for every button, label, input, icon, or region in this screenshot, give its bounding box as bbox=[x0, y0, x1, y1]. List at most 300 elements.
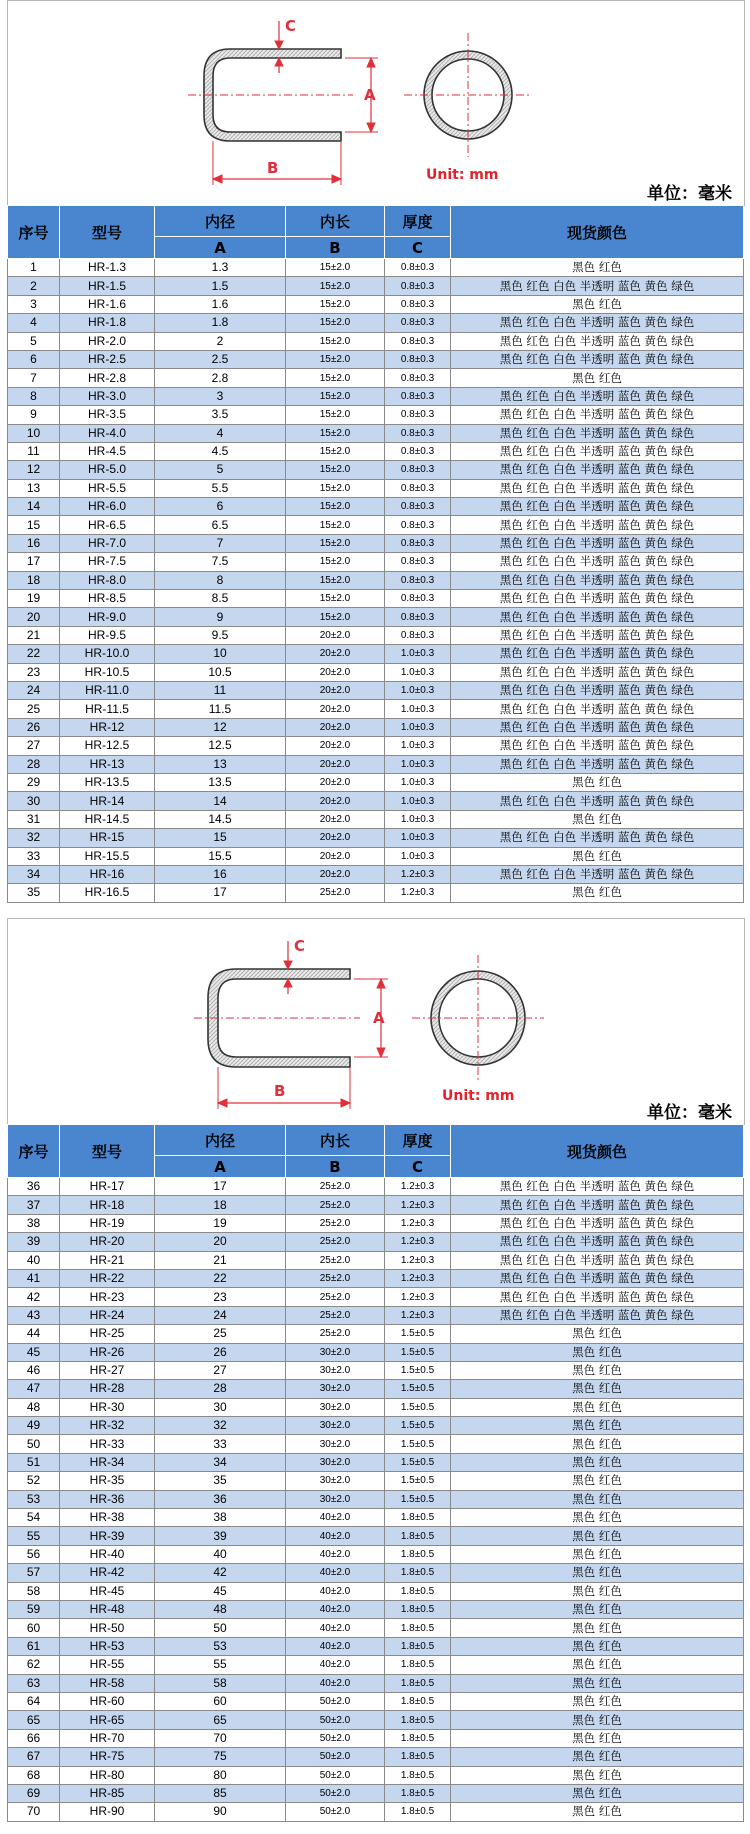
cell-stock-colors: 黑色 红色 bbox=[451, 1619, 744, 1637]
cell-inner-length: 15±2.0 bbox=[286, 461, 385, 479]
header-stock-colors: 现货颜色 bbox=[451, 206, 744, 259]
cell-index: 19 bbox=[8, 590, 60, 608]
cell-inner-diameter: 11.5 bbox=[155, 700, 286, 718]
table-row bbox=[8, 295, 744, 313]
table-row bbox=[8, 1251, 744, 1269]
table-row bbox=[8, 1619, 744, 1637]
cell-inner-diameter: 17 bbox=[155, 884, 286, 902]
cell-stock-colors: 黑色 红色 白色 半透明 蓝色 黄色 绿色 bbox=[451, 608, 744, 626]
table-row bbox=[8, 1435, 744, 1453]
cell-inner-length: 15±2.0 bbox=[286, 553, 385, 571]
dim-a-label: A bbox=[364, 86, 376, 104]
cell-index: 52 bbox=[8, 1472, 60, 1490]
cell-inner-diameter: 75 bbox=[155, 1748, 286, 1766]
table-row bbox=[8, 1269, 744, 1287]
table-1-body bbox=[8, 259, 744, 903]
cell-stock-colors: 黑色 红色 白色 半透明 蓝色 黄色 绿色 bbox=[451, 1288, 744, 1306]
cell-thickness: 0.8±0.3 bbox=[385, 259, 451, 277]
header-inner-diameter: 内径 bbox=[155, 1125, 286, 1156]
table-row bbox=[8, 1233, 744, 1251]
cell-index: 60 bbox=[8, 1619, 60, 1637]
cell-index: 9 bbox=[8, 406, 60, 424]
cell-inner-diameter: 8 bbox=[155, 571, 286, 589]
cell-index: 50 bbox=[8, 1435, 60, 1453]
cell-thickness: 1.8±0.5 bbox=[385, 1545, 451, 1563]
table-row bbox=[8, 1748, 744, 1766]
cell-inner-length: 20±2.0 bbox=[286, 865, 385, 883]
cell-model: HR-9.5 bbox=[60, 626, 155, 644]
cell-index: 6 bbox=[8, 350, 60, 368]
cell-stock-colors: 黑色 红色 白色 半透明 蓝色 黄色 绿色 bbox=[451, 1178, 744, 1196]
cell-inner-length: 20±2.0 bbox=[286, 829, 385, 847]
diagram-panel-2 bbox=[7, 918, 745, 1125]
header-thickness: 厚度 bbox=[385, 1125, 451, 1156]
cell-inner-diameter: 21 bbox=[155, 1251, 286, 1269]
cell-thickness: 1.0±0.3 bbox=[385, 718, 451, 736]
spec-table-1 bbox=[7, 205, 744, 903]
cell-inner-length: 30±2.0 bbox=[286, 1398, 385, 1416]
cell-model: HR-42 bbox=[60, 1564, 155, 1582]
cell-index: 43 bbox=[8, 1306, 60, 1324]
cell-stock-colors: 黑色 红色 白色 半透明 蓝色 黄色 绿色 bbox=[451, 424, 744, 442]
cell-index: 32 bbox=[8, 829, 60, 847]
cell-inner-diameter: 7.5 bbox=[155, 553, 286, 571]
cell-inner-diameter: 30 bbox=[155, 1398, 286, 1416]
header-index: 序号 bbox=[8, 1125, 60, 1178]
cell-inner-diameter: 60 bbox=[155, 1692, 286, 1710]
cell-inner-length: 20±2.0 bbox=[286, 792, 385, 810]
cell-stock-colors: 黑色 红色 白色 半透明 蓝色 黄色 绿色 bbox=[451, 718, 744, 736]
cell-model: HR-19 bbox=[60, 1214, 155, 1232]
table-row bbox=[8, 424, 744, 442]
cell-inner-diameter: 1.3 bbox=[155, 259, 286, 277]
table-row bbox=[8, 259, 744, 277]
cell-index: 2 bbox=[8, 277, 60, 295]
cell-inner-diameter: 4.5 bbox=[155, 442, 286, 460]
cell-thickness: 0.8±0.3 bbox=[385, 571, 451, 589]
cell-index: 13 bbox=[8, 479, 60, 497]
table-row bbox=[8, 1564, 744, 1582]
cell-index: 11 bbox=[8, 442, 60, 460]
cell-index: 36 bbox=[8, 1178, 60, 1196]
cell-model: HR-40 bbox=[60, 1545, 155, 1563]
cell-model: HR-1.5 bbox=[60, 277, 155, 295]
cell-model: HR-5.0 bbox=[60, 461, 155, 479]
cell-model: HR-12 bbox=[60, 718, 155, 736]
cell-thickness: 1.8±0.5 bbox=[385, 1803, 451, 1821]
table-row bbox=[8, 1527, 744, 1545]
cell-thickness: 1.5±0.5 bbox=[385, 1361, 451, 1379]
dim-c-label: C bbox=[285, 17, 297, 35]
cell-stock-colors: 黑色 红色 bbox=[451, 1803, 744, 1821]
cell-index: 28 bbox=[8, 755, 60, 773]
cell-stock-colors: 黑色 红色 白色 半透明 蓝色 黄色 绿色 bbox=[451, 626, 744, 644]
cell-stock-colors: 黑色 红色 bbox=[451, 1398, 744, 1416]
cell-thickness: 1.0±0.3 bbox=[385, 681, 451, 699]
cell-inner-diameter: 5.5 bbox=[155, 479, 286, 497]
cell-inner-diameter: 2.5 bbox=[155, 350, 286, 368]
cell-model: HR-15.5 bbox=[60, 847, 155, 865]
cell-inner-length: 40±2.0 bbox=[286, 1545, 385, 1563]
cell-thickness: 0.8±0.3 bbox=[385, 424, 451, 442]
table-row bbox=[8, 1637, 744, 1655]
cell-inner-diameter: 6 bbox=[155, 498, 286, 516]
cell-model: HR-15 bbox=[60, 829, 155, 847]
header-c: C bbox=[385, 1156, 451, 1178]
table-row bbox=[8, 1766, 744, 1784]
cell-model: HR-48 bbox=[60, 1600, 155, 1618]
cell-stock-colors: 黑色 红色 白色 半透明 蓝色 黄色 绿色 bbox=[451, 1251, 744, 1269]
cell-stock-colors: 黑色 红色 白色 半透明 蓝色 黄色 绿色 bbox=[451, 442, 744, 460]
dim-c-marker bbox=[284, 941, 292, 994]
cell-inner-diameter: 85 bbox=[155, 1784, 286, 1802]
cell-inner-diameter: 14 bbox=[155, 792, 286, 810]
cell-thickness: 1.8±0.5 bbox=[385, 1766, 451, 1784]
cell-index: 58 bbox=[8, 1582, 60, 1600]
cell-stock-colors: 黑色 红色 白色 半透明 蓝色 黄色 绿色 bbox=[451, 406, 744, 424]
cell-inner-length: 50±2.0 bbox=[286, 1692, 385, 1710]
cell-thickness: 1.0±0.3 bbox=[385, 663, 451, 681]
cell-inner-diameter: 15.5 bbox=[155, 847, 286, 865]
cell-inner-length: 50±2.0 bbox=[286, 1748, 385, 1766]
table-row bbox=[8, 406, 744, 424]
cell-thickness: 0.8±0.3 bbox=[385, 387, 451, 405]
cell-inner-diameter: 50 bbox=[155, 1619, 286, 1637]
cell-thickness: 1.8±0.5 bbox=[385, 1711, 451, 1729]
cell-model: HR-30 bbox=[60, 1398, 155, 1416]
cell-stock-colors: 黑色 红色 bbox=[451, 1637, 744, 1655]
cell-inner-length: 40±2.0 bbox=[286, 1600, 385, 1618]
cell-thickness: 1.5±0.5 bbox=[385, 1380, 451, 1398]
cell-model: HR-58 bbox=[60, 1674, 155, 1692]
cell-inner-length: 15±2.0 bbox=[286, 498, 385, 516]
cell-inner-length: 20±2.0 bbox=[286, 810, 385, 828]
cell-inner-length: 20±2.0 bbox=[286, 626, 385, 644]
cell-thickness: 1.5±0.5 bbox=[385, 1472, 451, 1490]
cell-thickness: 0.8±0.3 bbox=[385, 608, 451, 626]
table-row bbox=[8, 1178, 744, 1196]
cell-model: HR-45 bbox=[60, 1582, 155, 1600]
cell-inner-length: 20±2.0 bbox=[286, 645, 385, 663]
table-row bbox=[8, 1656, 744, 1674]
cell-stock-colors: 黑色 红色 白色 半透明 蓝色 黄色 绿色 bbox=[451, 461, 744, 479]
cell-inner-length: 50±2.0 bbox=[286, 1766, 385, 1784]
cell-model: HR-1.6 bbox=[60, 295, 155, 313]
cell-stock-colors: 黑色 红色 白色 半透明 蓝色 黄色 绿色 bbox=[451, 681, 744, 699]
cell-index: 49 bbox=[8, 1417, 60, 1435]
cell-inner-diameter: 42 bbox=[155, 1564, 286, 1582]
cell-model: HR-6.5 bbox=[60, 516, 155, 534]
table-row bbox=[8, 1306, 744, 1324]
cell-inner-length: 25±2.0 bbox=[286, 1251, 385, 1269]
cell-index: 12 bbox=[8, 461, 60, 479]
cell-model: HR-85 bbox=[60, 1784, 155, 1802]
cell-model: HR-27 bbox=[60, 1361, 155, 1379]
cell-model: HR-14.5 bbox=[60, 810, 155, 828]
header-inner-length: 内长 bbox=[286, 1125, 385, 1156]
table-row bbox=[8, 681, 744, 699]
cell-inner-diameter: 16 bbox=[155, 865, 286, 883]
cell-inner-length: 30±2.0 bbox=[286, 1380, 385, 1398]
cell-thickness: 1.2±0.3 bbox=[385, 1178, 451, 1196]
table-row bbox=[8, 534, 744, 552]
cell-stock-colors: 黑色 红色 白色 半透明 蓝色 黄色 绿色 bbox=[451, 1306, 744, 1324]
table-row bbox=[8, 387, 744, 405]
cell-inner-diameter: 9.5 bbox=[155, 626, 286, 644]
cell-index: 8 bbox=[8, 387, 60, 405]
cell-inner-length: 15±2.0 bbox=[286, 534, 385, 552]
table-row bbox=[8, 755, 744, 773]
cell-stock-colors: 黑色 红色 bbox=[451, 810, 744, 828]
cell-index: 22 bbox=[8, 645, 60, 663]
cell-inner-length: 40±2.0 bbox=[286, 1509, 385, 1527]
cell-inner-diameter: 5 bbox=[155, 461, 286, 479]
cell-index: 66 bbox=[8, 1729, 60, 1747]
cell-inner-diameter: 90 bbox=[155, 1803, 286, 1821]
cell-index: 25 bbox=[8, 700, 60, 718]
cell-thickness: 0.8±0.3 bbox=[385, 534, 451, 552]
cell-thickness: 1.8±0.5 bbox=[385, 1748, 451, 1766]
cell-inner-length: 30±2.0 bbox=[286, 1417, 385, 1435]
cell-stock-colors: 黑色 红色 bbox=[451, 1600, 744, 1618]
cell-index: 53 bbox=[8, 1490, 60, 1508]
cell-stock-colors: 黑色 红色 白色 半透明 蓝色 黄色 绿色 bbox=[451, 314, 744, 332]
cell-inner-length: 20±2.0 bbox=[286, 663, 385, 681]
cell-inner-length: 20±2.0 bbox=[286, 737, 385, 755]
cell-stock-colors: 黑色 红色 白色 半透明 蓝色 黄色 绿色 bbox=[451, 1233, 744, 1251]
cell-index: 61 bbox=[8, 1637, 60, 1655]
cell-index: 48 bbox=[8, 1398, 60, 1416]
cell-inner-length: 15±2.0 bbox=[286, 608, 385, 626]
cell-thickness: 1.8±0.5 bbox=[385, 1564, 451, 1582]
cell-thickness: 1.2±0.3 bbox=[385, 1196, 451, 1214]
cell-thickness: 1.5±0.5 bbox=[385, 1325, 451, 1343]
cell-inner-length: 15±2.0 bbox=[286, 590, 385, 608]
cell-inner-length: 15±2.0 bbox=[286, 295, 385, 313]
cell-inner-length: 15±2.0 bbox=[286, 442, 385, 460]
cell-model: HR-26 bbox=[60, 1343, 155, 1361]
cell-index: 27 bbox=[8, 737, 60, 755]
cell-stock-colors: 黑色 红色 白色 半透明 蓝色 黄色 绿色 bbox=[451, 571, 744, 589]
cell-inner-length: 30±2.0 bbox=[286, 1343, 385, 1361]
cell-inner-length: 20±2.0 bbox=[286, 700, 385, 718]
cell-index: 10 bbox=[8, 424, 60, 442]
cell-index: 55 bbox=[8, 1527, 60, 1545]
cell-model: HR-80 bbox=[60, 1766, 155, 1784]
cell-model: HR-55 bbox=[60, 1656, 155, 1674]
table-row bbox=[8, 1545, 744, 1563]
table-row bbox=[8, 314, 744, 332]
cell-inner-diameter: 27 bbox=[155, 1361, 286, 1379]
cell-model: HR-1.3 bbox=[60, 259, 155, 277]
cell-model: HR-50 bbox=[60, 1619, 155, 1637]
cell-index: 70 bbox=[8, 1803, 60, 1821]
cell-thickness: 0.8±0.3 bbox=[385, 350, 451, 368]
cell-thickness: 1.8±0.5 bbox=[385, 1582, 451, 1600]
header-a: A bbox=[155, 1156, 286, 1178]
header-c: C bbox=[385, 237, 451, 259]
cell-index: 20 bbox=[8, 608, 60, 626]
cell-index: 47 bbox=[8, 1380, 60, 1398]
cell-inner-diameter: 9 bbox=[155, 608, 286, 626]
cell-inner-length: 15±2.0 bbox=[286, 424, 385, 442]
cell-index: 31 bbox=[8, 810, 60, 828]
table-row bbox=[8, 700, 744, 718]
cell-model: HR-17 bbox=[60, 1178, 155, 1196]
table-row bbox=[8, 865, 744, 883]
cell-thickness: 1.2±0.3 bbox=[385, 1214, 451, 1232]
cell-model: HR-14 bbox=[60, 792, 155, 810]
cell-model: HR-60 bbox=[60, 1692, 155, 1710]
cell-stock-colors: 黑色 红色 白色 半透明 蓝色 黄色 绿色 bbox=[451, 829, 744, 847]
cell-inner-diameter: 19 bbox=[155, 1214, 286, 1232]
cell-inner-diameter: 11 bbox=[155, 681, 286, 699]
cell-thickness: 1.0±0.3 bbox=[385, 755, 451, 773]
cell-thickness: 0.8±0.3 bbox=[385, 332, 451, 350]
cell-inner-length: 15±2.0 bbox=[286, 571, 385, 589]
cell-inner-diameter: 13 bbox=[155, 755, 286, 773]
cell-stock-colors: 黑色 红色 白色 半透明 蓝色 黄色 绿色 bbox=[451, 865, 744, 883]
cell-inner-length: 20±2.0 bbox=[286, 773, 385, 791]
table-row bbox=[8, 626, 744, 644]
cell-stock-colors: 黑色 红色 bbox=[451, 1545, 744, 1563]
table-row bbox=[8, 553, 744, 571]
cell-index: 14 bbox=[8, 498, 60, 516]
cell-inner-diameter: 12.5 bbox=[155, 737, 286, 755]
cell-inner-diameter: 20 bbox=[155, 1233, 286, 1251]
cell-thickness: 1.8±0.5 bbox=[385, 1600, 451, 1618]
table-row bbox=[8, 1472, 744, 1490]
cell-thickness: 1.8±0.5 bbox=[385, 1656, 451, 1674]
dim-a-label: A bbox=[373, 1009, 385, 1027]
cell-model: HR-6.0 bbox=[60, 498, 155, 516]
cell-model: HR-4.0 bbox=[60, 424, 155, 442]
cell-inner-diameter: 40 bbox=[155, 1545, 286, 1563]
cell-inner-diameter: 32 bbox=[155, 1417, 286, 1435]
cell-inner-length: 50±2.0 bbox=[286, 1784, 385, 1802]
cell-stock-colors: 黑色 红色 白色 半透明 蓝色 黄色 绿色 bbox=[451, 534, 744, 552]
cell-index: 34 bbox=[8, 865, 60, 883]
cell-model: HR-7.5 bbox=[60, 553, 155, 571]
cell-model: HR-53 bbox=[60, 1637, 155, 1655]
cell-model: HR-10.5 bbox=[60, 663, 155, 681]
cell-model: HR-70 bbox=[60, 1729, 155, 1747]
cell-index: 18 bbox=[8, 571, 60, 589]
cell-inner-diameter: 33 bbox=[155, 1435, 286, 1453]
cell-stock-colors: 黑色 红色 bbox=[451, 1490, 744, 1508]
cell-inner-diameter: 3.5 bbox=[155, 406, 286, 424]
cell-inner-diameter: 1.6 bbox=[155, 295, 286, 313]
cell-model: HR-35 bbox=[60, 1472, 155, 1490]
cell-inner-diameter: 70 bbox=[155, 1729, 286, 1747]
cell-inner-length: 25±2.0 bbox=[286, 1196, 385, 1214]
cell-model: HR-2.5 bbox=[60, 350, 155, 368]
cell-stock-colors: 黑色 红色 bbox=[451, 1656, 744, 1674]
cell-index: 29 bbox=[8, 773, 60, 791]
cell-inner-length: 30±2.0 bbox=[286, 1453, 385, 1471]
cell-inner-diameter: 14.5 bbox=[155, 810, 286, 828]
cell-model: HR-2.0 bbox=[60, 332, 155, 350]
cell-thickness: 1.8±0.5 bbox=[385, 1784, 451, 1802]
cell-inner-length: 40±2.0 bbox=[286, 1619, 385, 1637]
table-row bbox=[8, 773, 744, 791]
cell-inner-diameter: 18 bbox=[155, 1196, 286, 1214]
unit-mm-caption: Unit: mm bbox=[442, 1088, 515, 1104]
cell-stock-colors: 黑色 红色 白色 半透明 蓝色 黄色 绿色 bbox=[451, 332, 744, 350]
dim-b-label: B bbox=[274, 1082, 286, 1100]
cell-thickness: 0.8±0.3 bbox=[385, 406, 451, 424]
cell-stock-colors: 黑色 红色 白色 半透明 蓝色 黄色 绿色 bbox=[451, 277, 744, 295]
cell-stock-colors: 黑色 红色 白色 半透明 蓝色 黄色 绿色 bbox=[451, 1214, 744, 1232]
cell-index: 59 bbox=[8, 1600, 60, 1618]
cell-inner-diameter: 22 bbox=[155, 1269, 286, 1287]
cell-model: HR-11.0 bbox=[60, 681, 155, 699]
cell-inner-diameter: 2.8 bbox=[155, 369, 286, 387]
cell-stock-colors: 黑色 红色 bbox=[451, 1361, 744, 1379]
cell-inner-diameter: 2 bbox=[155, 332, 286, 350]
dim-c-marker bbox=[275, 21, 283, 73]
cell-stock-colors: 黑色 红色 白色 半透明 蓝色 黄色 绿色 bbox=[451, 792, 744, 810]
cell-inner-length: 15±2.0 bbox=[286, 369, 385, 387]
cell-thickness: 1.8±0.5 bbox=[385, 1527, 451, 1545]
cell-stock-colors: 黑色 红色 白色 半透明 蓝色 黄色 绿色 bbox=[451, 498, 744, 516]
cell-inner-diameter: 58 bbox=[155, 1674, 286, 1692]
table-row bbox=[8, 1692, 744, 1710]
cell-thickness: 0.8±0.3 bbox=[385, 553, 451, 571]
table-row bbox=[8, 461, 744, 479]
cell-model: HR-8.5 bbox=[60, 590, 155, 608]
header-b: B bbox=[286, 1156, 385, 1178]
table-row bbox=[8, 1784, 744, 1802]
cell-thickness: 1.8±0.5 bbox=[385, 1619, 451, 1637]
cell-stock-colors: 黑色 红色 bbox=[451, 1509, 744, 1527]
cell-model: HR-24 bbox=[60, 1306, 155, 1324]
cell-index: 21 bbox=[8, 626, 60, 644]
table-row bbox=[8, 1398, 744, 1416]
cell-thickness: 1.0±0.3 bbox=[385, 737, 451, 755]
cell-thickness: 1.2±0.3 bbox=[385, 884, 451, 902]
table-row bbox=[8, 1674, 744, 1692]
cell-thickness: 0.8±0.3 bbox=[385, 369, 451, 387]
cell-inner-length: 25±2.0 bbox=[286, 884, 385, 902]
cell-stock-colors: 黑色 红色 白色 半透明 蓝色 黄色 绿色 bbox=[451, 516, 744, 534]
cell-inner-diameter: 23 bbox=[155, 1288, 286, 1306]
cell-model: HR-23 bbox=[60, 1288, 155, 1306]
cell-stock-colors: 黑色 红色 白色 半透明 蓝色 黄色 绿色 bbox=[451, 645, 744, 663]
cell-index: 44 bbox=[8, 1325, 60, 1343]
cell-inner-diameter: 35 bbox=[155, 1472, 286, 1490]
cell-inner-length: 50±2.0 bbox=[286, 1729, 385, 1747]
cell-inner-diameter: 38 bbox=[155, 1509, 286, 1527]
cell-model: HR-13 bbox=[60, 755, 155, 773]
table-row bbox=[8, 829, 744, 847]
cell-thickness: 1.8±0.5 bbox=[385, 1674, 451, 1692]
cell-stock-colors: 黑色 红色 白色 半透明 蓝色 黄色 绿色 bbox=[451, 350, 744, 368]
diagram-panel-1 bbox=[7, 0, 745, 206]
table-row bbox=[8, 810, 744, 828]
cell-inner-length: 15±2.0 bbox=[286, 516, 385, 534]
cell-inner-length: 20±2.0 bbox=[286, 681, 385, 699]
cell-stock-colors: 黑色 红色 bbox=[451, 1564, 744, 1582]
cell-inner-diameter: 55 bbox=[155, 1656, 286, 1674]
header-thickness: 厚度 bbox=[385, 206, 451, 237]
cell-inner-diameter: 10.5 bbox=[155, 663, 286, 681]
cell-inner-length: 25±2.0 bbox=[286, 1325, 385, 1343]
table-row bbox=[8, 479, 744, 497]
cell-stock-colors: 黑色 红色 bbox=[451, 1417, 744, 1435]
header-index: 序号 bbox=[8, 206, 60, 259]
cell-model: HR-36 bbox=[60, 1490, 155, 1508]
